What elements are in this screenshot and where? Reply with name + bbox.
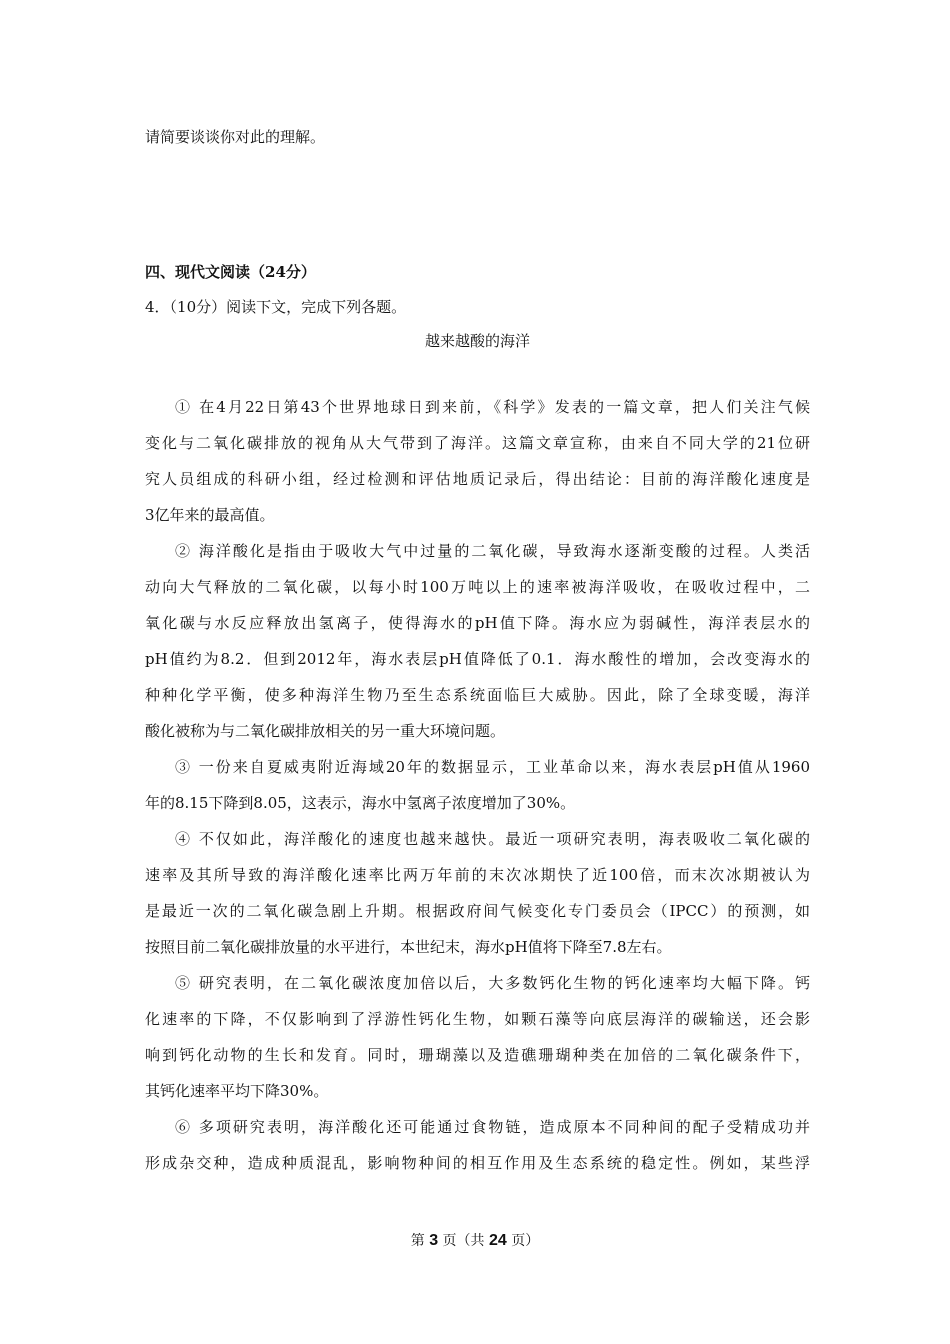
- footer-suffix: 页）: [511, 1233, 540, 1249]
- question-prompt: 4．（10分）阅读下文，完成下列各题。: [145, 298, 407, 316]
- paragraph-line: ⑤ 研究表明，在二氧化碳浓度加倍以后，大多数钙化生物的钙化速率均大幅下降。钙: [175, 974, 810, 992]
- paragraph-line: pH值约为8.2．但到2012年，海水表层pH值降低了0.1．海水酸性的增加，会改变海水的: [145, 650, 810, 668]
- paragraph-line: 响到钙化动物的生长和发育。同时，珊瑚藻以及造礁珊瑚种类在加倍的二氧化碳条件下，: [145, 1046, 810, 1064]
- paragraph-line: 是最近一次的二氧化碳急剧上升期。根据政府间气候变化专门委员会（IPCC）的预测，如: [145, 902, 810, 920]
- paragraph-line: 化速率的下降，不仅影响到了浮游性钙化生物，如颗石藻等向底层海洋的碳输送，还会影: [145, 1010, 810, 1028]
- paragraph-line: 按照目前二氧化碳排放量的水平进行，本世纪末，海水pH值将下降至7.8左右。: [145, 938, 672, 956]
- footer-total-pages: 24: [489, 1232, 507, 1249]
- article-title: 越来越酸的海洋: [424, 332, 530, 350]
- section-heading: 四、现代文阅读（24分）: [145, 263, 316, 281]
- paragraph-line: 究人员组成的科研小组，经过检测和评估地质记录后，得出结论：目前的海洋酸化速度是: [145, 470, 810, 488]
- intro-line: 请简要谈谈你对此的理解。: [145, 128, 326, 146]
- paragraph-line: 酸化被称为与二氧化碳排放相关的另一重大环境问题。: [145, 722, 506, 740]
- paragraph-line: 动向大气释放的二氧化碳，以每小时100万吨以上的速率被海洋吸收，在吸收过程中，二: [145, 578, 810, 596]
- paragraph-line: ④ 不仅如此，海洋酸化的速度也越来越快。最近一项研究表明，海表吸收二氧化碳的: [175, 830, 810, 848]
- footer-page-number: 3: [429, 1232, 439, 1249]
- paragraph-line: ③ 一份来自夏威夷附近海域20年的数据显示，工业革命以来，海水表层pH值从1960: [175, 758, 810, 776]
- paragraph-line: ⑥ 多项研究表明，海洋酸化还可能通过食物链，造成原本不同种间的配子受精成功并: [175, 1118, 810, 1136]
- paragraph-line: 形成杂交种，造成种质混乱，影响物种间的相互作用及生态系统的稳定性。例如，某些浮: [145, 1154, 810, 1172]
- paragraph-line: 氧化碳与水反应释放出氢离子，使得海水的pH值下降。海水应为弱碱性，海洋表层水的: [145, 614, 810, 632]
- paragraph-line: 速率及其所导致的海洋酸化速率比两万年前的末次冰期快了近100倍，而末次冰期被认为: [145, 866, 810, 884]
- paragraph-line: 年的8.15下降到8.05，这表示，海水中氢离子浓度增加了30%。: [145, 794, 576, 812]
- paragraph-line: 种种化学平衡，使多种海洋生物乃至生态系统面临巨大威胁。因此，除了全球变暖，海洋: [145, 686, 810, 704]
- footer-middle: 页（共: [442, 1233, 485, 1249]
- footer-prefix: 第: [410, 1233, 425, 1249]
- paragraph-line: 3亿年来的最高值。: [145, 506, 275, 524]
- paragraph-line: ② 海洋酸化是指由于吸收大气中过量的二氧化碳，导致海水逐渐变酸的过程。人类活: [175, 542, 810, 560]
- page-footer: [0, 1231, 950, 1251]
- paragraph-line: 变化与二氧化碳排放的视角从大气带到了海洋。这篇文章宣称，由来自不同大学的21位研: [145, 434, 810, 452]
- paragraph-line: 其钙化速率平均下降30%。: [145, 1082, 329, 1100]
- paragraph-line: ① 在4月22日第43个世界地球日到来前，《科学》发表的一篇文章，把人们关注气候: [175, 398, 810, 416]
